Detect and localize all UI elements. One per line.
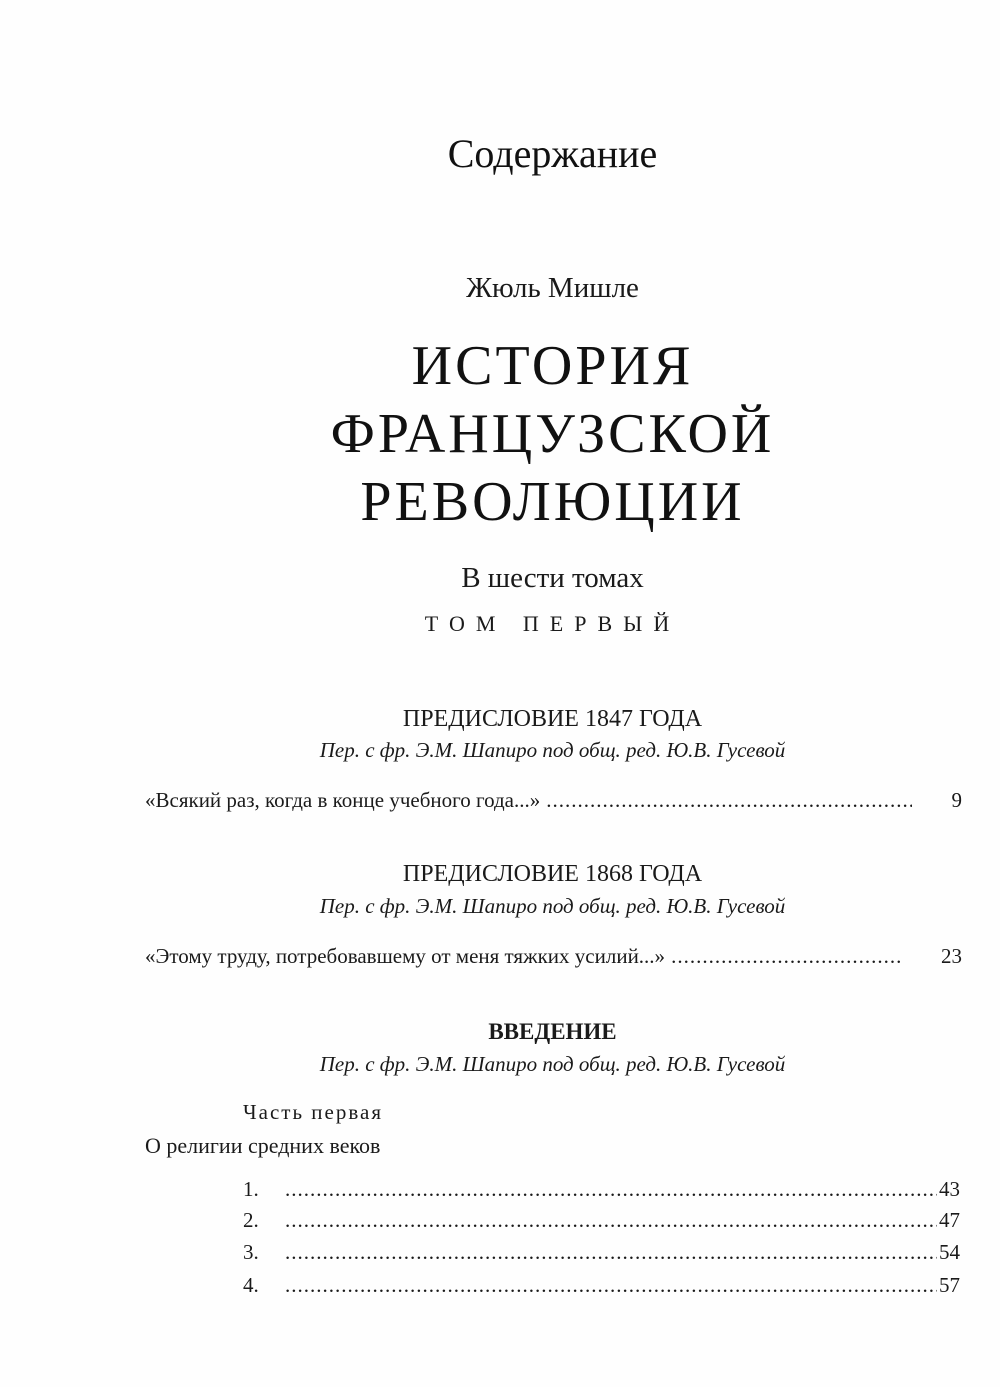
toc-entry-text: «Этому труду, потребовавшему от меня тяжких усилий...» xyxy=(145,944,666,968)
chapter-number: 1. xyxy=(243,1177,259,1201)
volume-label: ТОМ ПЕРВЫЙ xyxy=(424,611,681,636)
author-name: Жюль Мишле xyxy=(466,272,639,304)
toc-page-number: 43 xyxy=(939,1177,960,1201)
toc-chapter[interactable] xyxy=(243,1205,960,1235)
section-title: ВВЕДЕНИЕ xyxy=(488,1019,617,1044)
toc-entry[interactable] xyxy=(145,785,962,815)
toc-chapter[interactable] xyxy=(243,1270,960,1300)
toc-page-number: 57 xyxy=(939,1273,960,1297)
book-title xyxy=(145,332,960,536)
part-label: Часть первая xyxy=(243,1100,383,1124)
book-title-line: ИСТОРИЯ xyxy=(411,335,694,397)
toc-entry-text: «Всякий раз, когда в конце учебного года...» xyxy=(145,788,541,812)
toc-page-number: 47 xyxy=(939,1208,960,1232)
toc-chapter[interactable] xyxy=(243,1174,960,1204)
volumes-note: В шести томах xyxy=(461,562,644,594)
toc-page-number: 54 xyxy=(939,1240,960,1264)
leader-dots xyxy=(285,1174,937,1204)
chapter-number: 2. xyxy=(243,1208,259,1232)
translator-note: Пер. с фр. Э.М. Шапиро под общ. ред. Ю.В. Гусевой xyxy=(319,738,786,762)
leader-dots xyxy=(546,785,911,815)
book-title-line: ФРАНЦУЗСКОЙ xyxy=(330,403,775,465)
section-title: ПРЕДИСЛОВИЕ 1868 ГОДА xyxy=(402,861,703,887)
toc-page-number: 23 xyxy=(941,944,962,968)
part-title: О религии средних веков xyxy=(145,1133,381,1158)
toc-page-number: 9 xyxy=(951,788,962,812)
toc-entry[interactable] xyxy=(145,941,962,971)
section-title: ПРЕДИСЛОВИЕ 1847 ГОДА xyxy=(402,706,703,732)
toc-chapter[interactable] xyxy=(243,1237,960,1267)
leader-dots xyxy=(285,1205,937,1235)
translator-note: Пер. с фр. Э.М. Шапиро под общ. ред. Ю.В. Гусевой xyxy=(319,894,786,918)
leader-dots xyxy=(285,1237,937,1267)
book-title-line: РЕВОЛЮЦИИ xyxy=(360,471,745,533)
chapter-number: 4. xyxy=(243,1273,259,1297)
translator-note: Пер. с фр. Э.М. Шапиро под общ. ред. Ю.В. Гусевой xyxy=(319,1052,786,1076)
leader-dots xyxy=(285,1270,937,1300)
page-title: Содержание xyxy=(447,131,658,176)
chapter-number: 3. xyxy=(243,1240,259,1264)
leader-dots xyxy=(671,941,901,971)
